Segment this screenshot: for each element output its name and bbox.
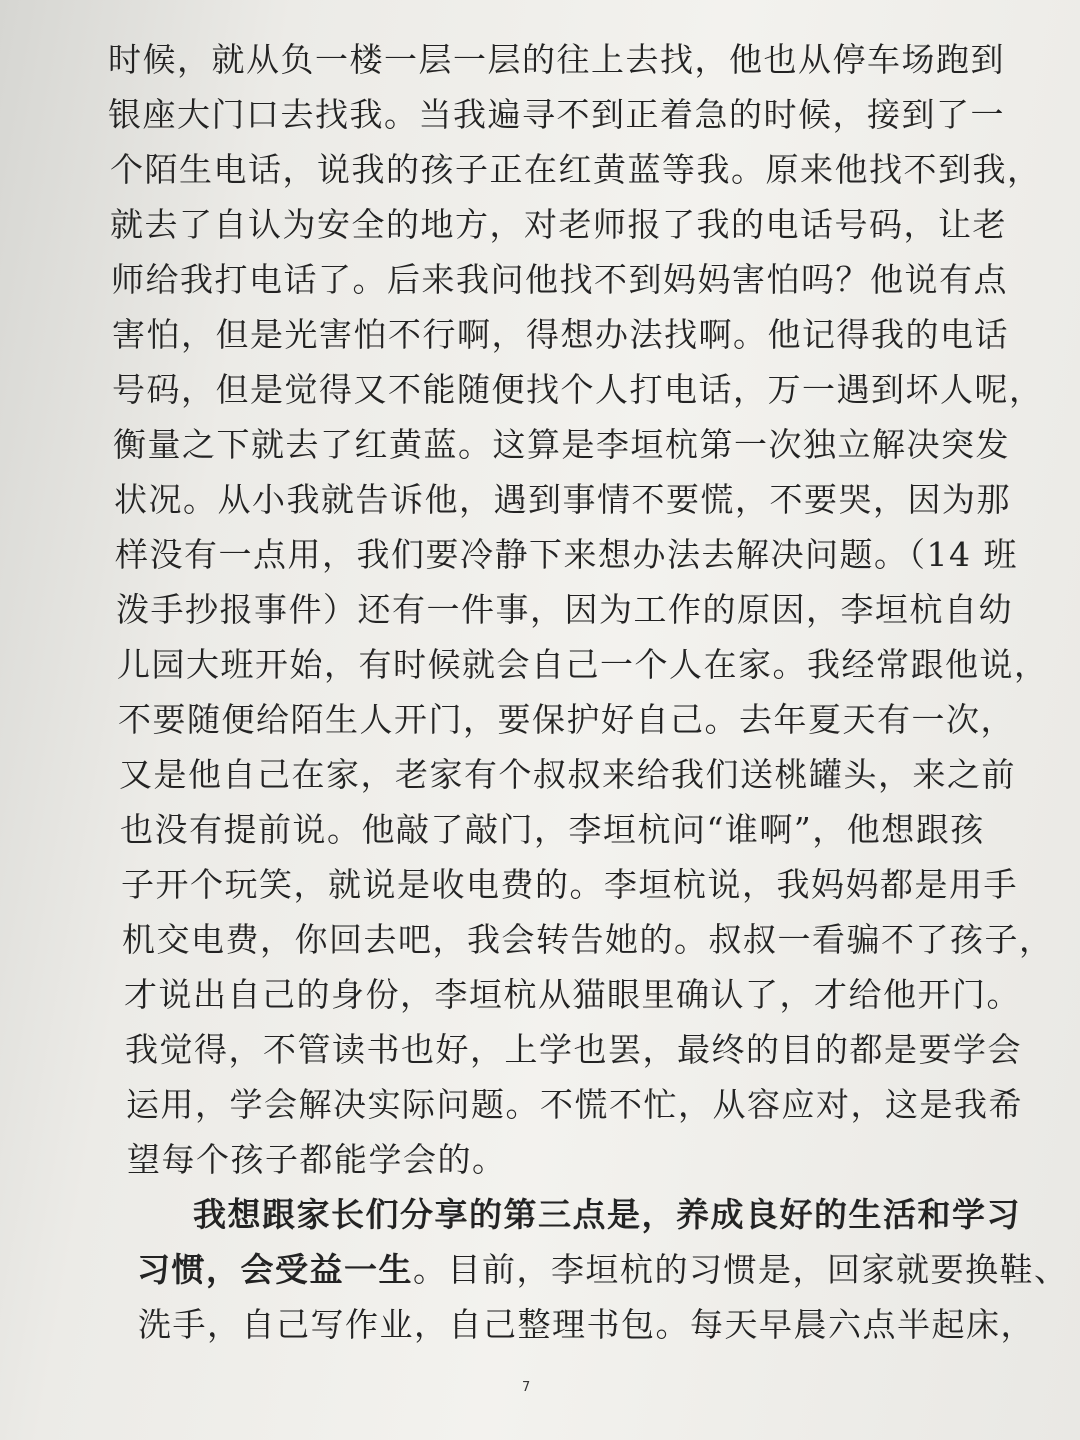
text-line-6: 害怕，但是光害怕不行啊，得想办法找啊。他记得我的电话 [112,315,1009,354]
page-number: 7 [522,1380,531,1395]
text-line-3: 个陌生电话，说我的孩子正在红黄蓝等我。原来他找不到我， [110,150,1042,189]
text-line-22-bold: 我想跟家长们分享的第三点是，养成良好的生活和学习 [193,1195,1021,1234]
text-line-19: 我觉得，不管读书也好，上学也罢，最终的目的都是要学会 [125,1030,1022,1069]
text-line-11: 泼手抄报事件）还有一件事，因为工作的原因，李垣杭自幼 [116,590,1013,629]
text-line-2: 银座大门口去找我。当我遍寻不到正着急的时候，接到了一 [108,95,1005,134]
text-line-14: 又是他自己在家，老家有个叔叔来给我们送桃罐头，来之前 [119,755,1016,794]
text-line-17: 机交电费，你回去吧，我会转告她的。叔叔一看骗不了孩子， [122,920,1054,959]
text-line-18: 才说出自己的身份，李垣杭从猫眼里确认了，才给他开门。 [124,975,1021,1014]
text-line-10: 样没有一点用，我们要冷静下来想办法去解决问题。（14 班 [115,535,1018,574]
text-line-13: 不要随便给陌生人开门，要保护好自己。去年夏天有一次， [118,700,1015,739]
text-line-12: 儿园大班开始，有时候就会自己一个人在家。我经常跟他说， [117,645,1049,684]
text-line-20: 运用，学会解决实际问题。不慌不忙，从容应对，这是我希 [126,1085,1023,1124]
text-line-4: 就去了自认为安全的地方，对老师报了我的电话号码，让老 [110,205,1007,244]
text-line-16: 子开个玩笑，就说是收电费的。李垣杭说，我妈妈都是用手 [121,865,1018,904]
text-line-9: 状况。从小我就告诉他，遇到事情不要慌，不要哭，因为那 [114,480,1011,519]
text-line-15: 也没有提前说。他敲了敲门，李垣杭问“谁啊”，他想跟孩 [120,810,985,849]
text-line-5: 师给我打电话了。后来我问他找不到妈妈害怕吗？他说有点 [111,260,1008,299]
text-line-21: 望每个孩子都能学会的。 [127,1140,507,1179]
text-line-23-normal: 。目前，李垣杭的习惯是，回家就要换鞋、 [413,1250,1069,1289]
text-line-8: 衡量之下就去了红黄蓝。这算是李垣杭第一次独立解决突发 [113,425,1010,464]
text-line-23 [137,1248,1069,1292]
text-line-24: 洗手，自己写作业，自己整理书包。每天早晨六点半起床， [138,1305,1035,1344]
text-line-7: 号码，但是觉得又不能随便找个人打电话，万一遇到坏人呢， [112,370,1044,409]
text-line-23-bold: 习惯，会受益一生 [137,1250,413,1289]
text-line-1: 时候，就从负一楼一层一层的往上去找，他也从停车场跑到 [108,40,1005,79]
